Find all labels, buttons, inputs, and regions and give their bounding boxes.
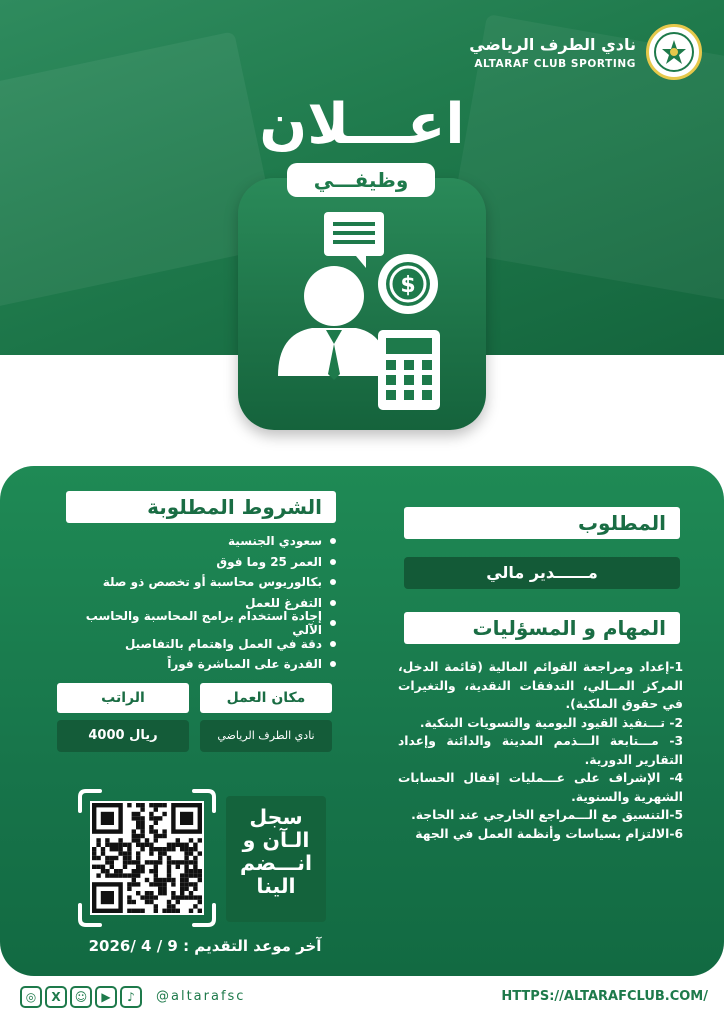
social-links (20, 986, 142, 1008)
list-item: 2- تـــنفيذ القيود اليومية والتسويات البنكية. (419, 715, 683, 730)
social-handle[interactable]: @altarafsc (156, 989, 246, 1004)
required-position: مــــــدير مالي (404, 557, 680, 589)
club-crest-icon (646, 24, 702, 80)
brand-name-arabic: نادي الطرف الرياضي (469, 34, 636, 54)
tasks-list (398, 658, 683, 843)
work-place-label: مكان العمل (200, 683, 332, 713)
conditions-list (60, 531, 336, 675)
club-brand (469, 24, 702, 80)
youtube-icon[interactable]: ▶ (95, 986, 117, 1008)
register-cta[interactable]: سجل الـآن و انـــضم الينا (226, 796, 326, 922)
salary-value: 4000 ريال (57, 720, 189, 752)
list-item: القدرة على المباشرة فوراً (60, 654, 336, 675)
tiktok-icon[interactable]: ♪ (120, 986, 142, 1008)
snapchat-icon[interactable]: ☺ (70, 986, 92, 1008)
required-title: المطلوب (404, 507, 680, 539)
bullet-icon (330, 600, 336, 606)
list-item: بكالوريوس محاسبة أو تخصص ذو صلة (60, 572, 336, 593)
bullet-icon (330, 559, 336, 565)
bullet-icon (330, 620, 336, 626)
list-item: 4- الإشراف على عـــمليات إقفال الحسابات الشهرية والسنوية. (398, 771, 683, 804)
announcement-subtitle: وظيفـــي (287, 163, 435, 197)
bullet-icon (330, 538, 336, 544)
job-illustration-card (238, 178, 486, 430)
conditions-title: الشروط المطلوبة (66, 491, 336, 523)
brand-name-english: ALTARAF CLUB SPORTING (474, 57, 636, 70)
bullet-icon (330, 661, 336, 667)
list-item: إجادة استخدام برامج المحاسبة والحاسب الآلي (60, 613, 336, 634)
website-link[interactable]: HTTPS://ALTARAFCLUB.COM/ (501, 989, 708, 1004)
tasks-title: المهام و المسؤليات (404, 612, 680, 644)
list-item: 3- مـــتابعة الـــذمم المدينة والدائنة وإعداد التقارير الدورية. (398, 734, 683, 767)
x-icon[interactable]: X (45, 986, 67, 1008)
registration-qr-code[interactable] (76, 787, 218, 929)
work-place-value: نادي الطرف الرياضي (200, 720, 332, 752)
salary-label: الراتب (57, 683, 189, 713)
application-deadline: آخر موعد التقديم : 9 / 4 /2026 (88, 937, 322, 955)
announcement-title: اعـــلان (259, 92, 465, 157)
accountant-illustration-icon (238, 178, 486, 430)
bullet-icon (330, 641, 336, 647)
instagram-icon[interactable]: ◎ (20, 986, 42, 1008)
list-item: التفرغ للعمل (60, 593, 336, 614)
list-item: العمر 25 وما فوق (60, 552, 336, 573)
list-item: 5-التنسيق مع الـــمراجع الخارجي عند الحاجة. (411, 808, 683, 822)
svg-text:$: $ (400, 273, 416, 298)
list-item: سعودي الجنسية (60, 531, 336, 552)
list-item: دقة في العمل واهتمام بالتفاصيل (60, 634, 336, 655)
list-item: 6-الالتزام بسياسات وأنظمة العمل في الجهة (415, 826, 683, 841)
bullet-icon (330, 579, 336, 585)
list-item: 1-إعداد ومراجعة القوائم المالية (قائمة الدخل، المركز المــالي، التدفقات النقدية، والتغيرات في حقوق الملكية). (398, 660, 683, 711)
footer (0, 986, 724, 1016)
brand-text (469, 35, 636, 70)
